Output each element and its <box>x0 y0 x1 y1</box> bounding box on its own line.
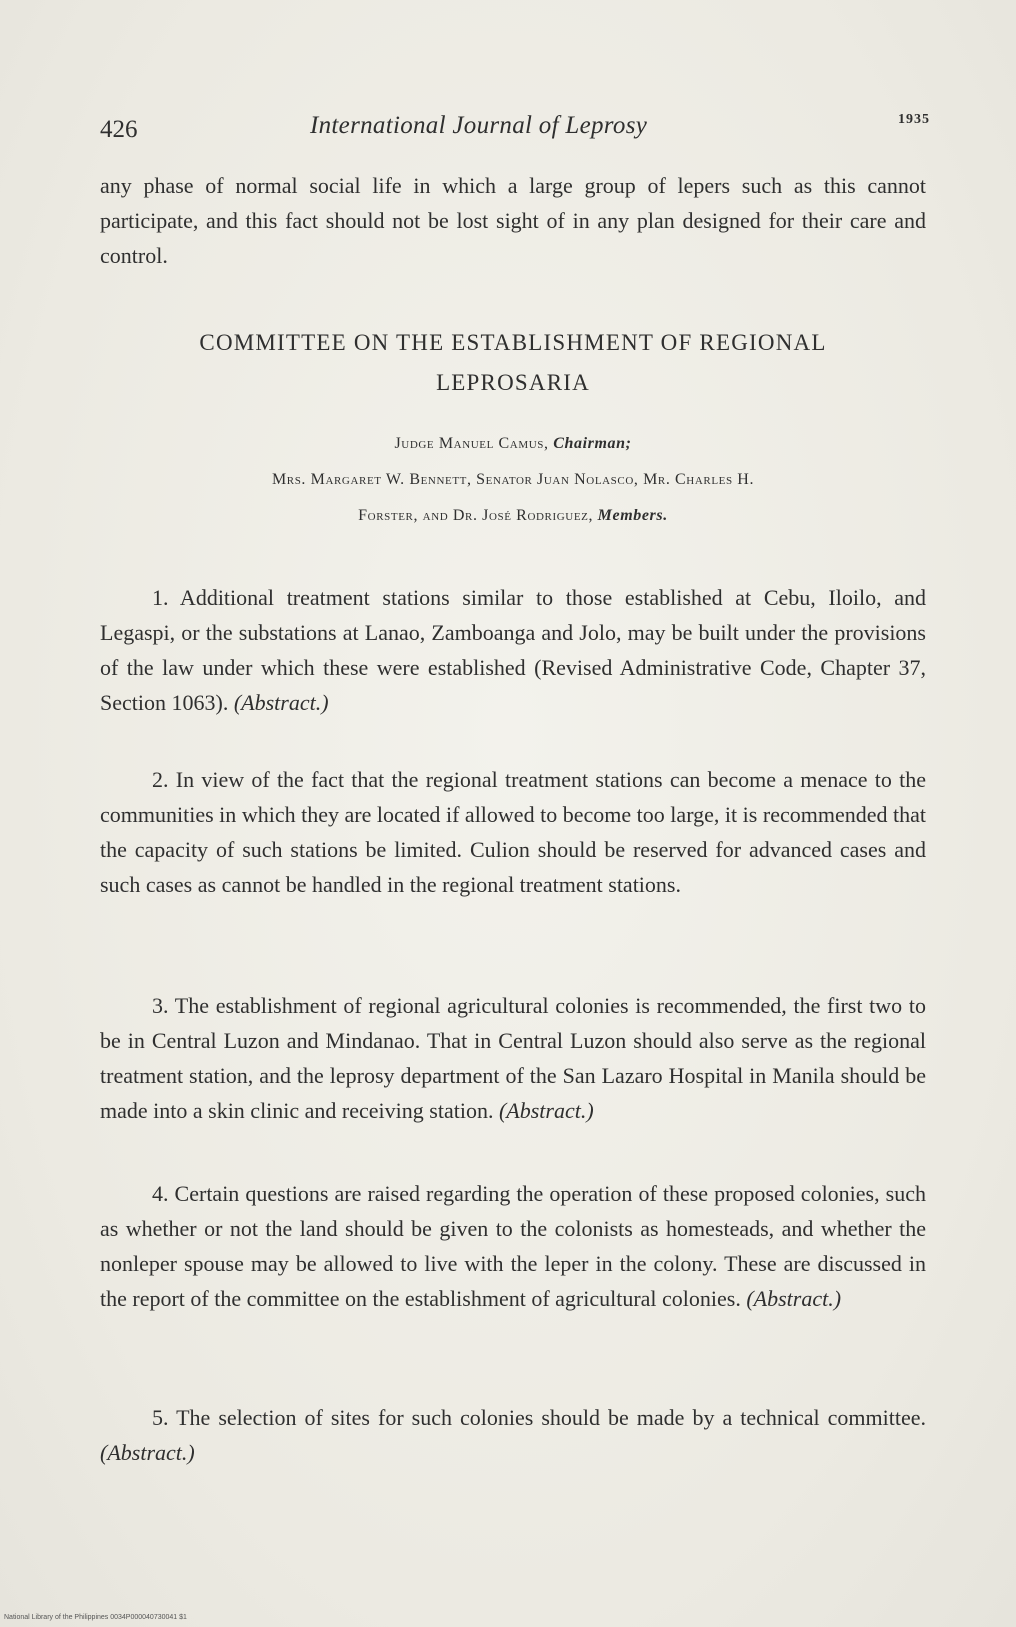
recommendation-text: 2. In view of the fact that the regional treatment stations can become a menace to the communities in which they are located if allowed to become too large, it is recommended that the capacity of such stations be limited. Culion should be reserved for advanced cases and such cases as cannot be handled in the regional treatment stations. <box>100 767 926 897</box>
chairman-name: Judge Manuel Camus, <box>394 435 549 452</box>
page-header <box>100 112 930 146</box>
recommendation-text: 3. The establishment of regional agricultural colonies is recommended, the first two to be in Central Luzon and Mindanao. That in Central Luzon should also serve as the regional treatment station, and the leprosy department of the San Lazaro Hospital in Manila should be made into a skin clinic and receiving station. <box>100 993 926 1123</box>
members-line2-names: Forster, and Dr. José Rodriguez, <box>358 507 594 524</box>
members-line1: Mrs. Margaret W. Bennett, Senator Juan Nolasco, Mr. Charles H. <box>271 471 755 488</box>
chairman-role: Chairman; <box>553 435 632 452</box>
abstract-note: (Abstract.) <box>233 690 329 715</box>
committee-title <box>100 323 926 403</box>
recommendation-text: 5. The selection of sites for such colonies should be made by a technical committee. <box>152 1405 926 1430</box>
recommendation-3 <box>100 988 926 1128</box>
members-line2 <box>100 498 926 534</box>
committee-title-line1: COMMITTEE ON THE ESTABLISHMENT OF REGIONAL <box>199 330 827 355</box>
abstract-note: (Abstract.) <box>746 1286 842 1311</box>
recommendation-2 <box>100 762 926 902</box>
journal-title: International Journal of Leprosy <box>310 112 648 139</box>
page-number: 426 <box>100 116 138 143</box>
chairman-line <box>100 426 926 462</box>
recommendation-text: 1. Additional treatment stations similar to those established at Cebu, Iloilo, and Legaspi, or the substations at Lanao, Zamboanga and Jolo, may be built under the provisions of the law under which these were established (Revised Administrative Code, Chapter 37, Section 1063). <box>100 585 926 715</box>
recommendation-text: 4. Certain questions are raised regarding the operation of these proposed colonies, such as whether or not the land should be given to the colonists as homesteads, and whether the nonleper spouse may be allowed to live with the leper in the colony. These are discussed in the report of the committee on the establishment of agricultural colonies. <box>100 1181 926 1311</box>
committee-members <box>100 426 926 534</box>
publication-year: 1935 <box>898 112 930 127</box>
members-role: Members. <box>597 507 668 524</box>
library-footer: National Library of the Philippines 0034P000040730041 $1 <box>4 1614 187 1621</box>
abstract-note: (Abstract.) <box>100 1440 195 1465</box>
recommendation-4 <box>100 1176 926 1316</box>
committee-title-line2: LEPROSARIA <box>436 370 590 395</box>
recommendation-5 <box>100 1400 926 1470</box>
recommendation-1 <box>100 580 926 720</box>
abstract-note: (Abstract.) <box>498 1098 594 1123</box>
intro-paragraph: any phase of normal social life in which a large group of lepers such as this cannot participate, and this fact should not be lost sight of in any plan designed for their care and control. <box>100 173 926 268</box>
